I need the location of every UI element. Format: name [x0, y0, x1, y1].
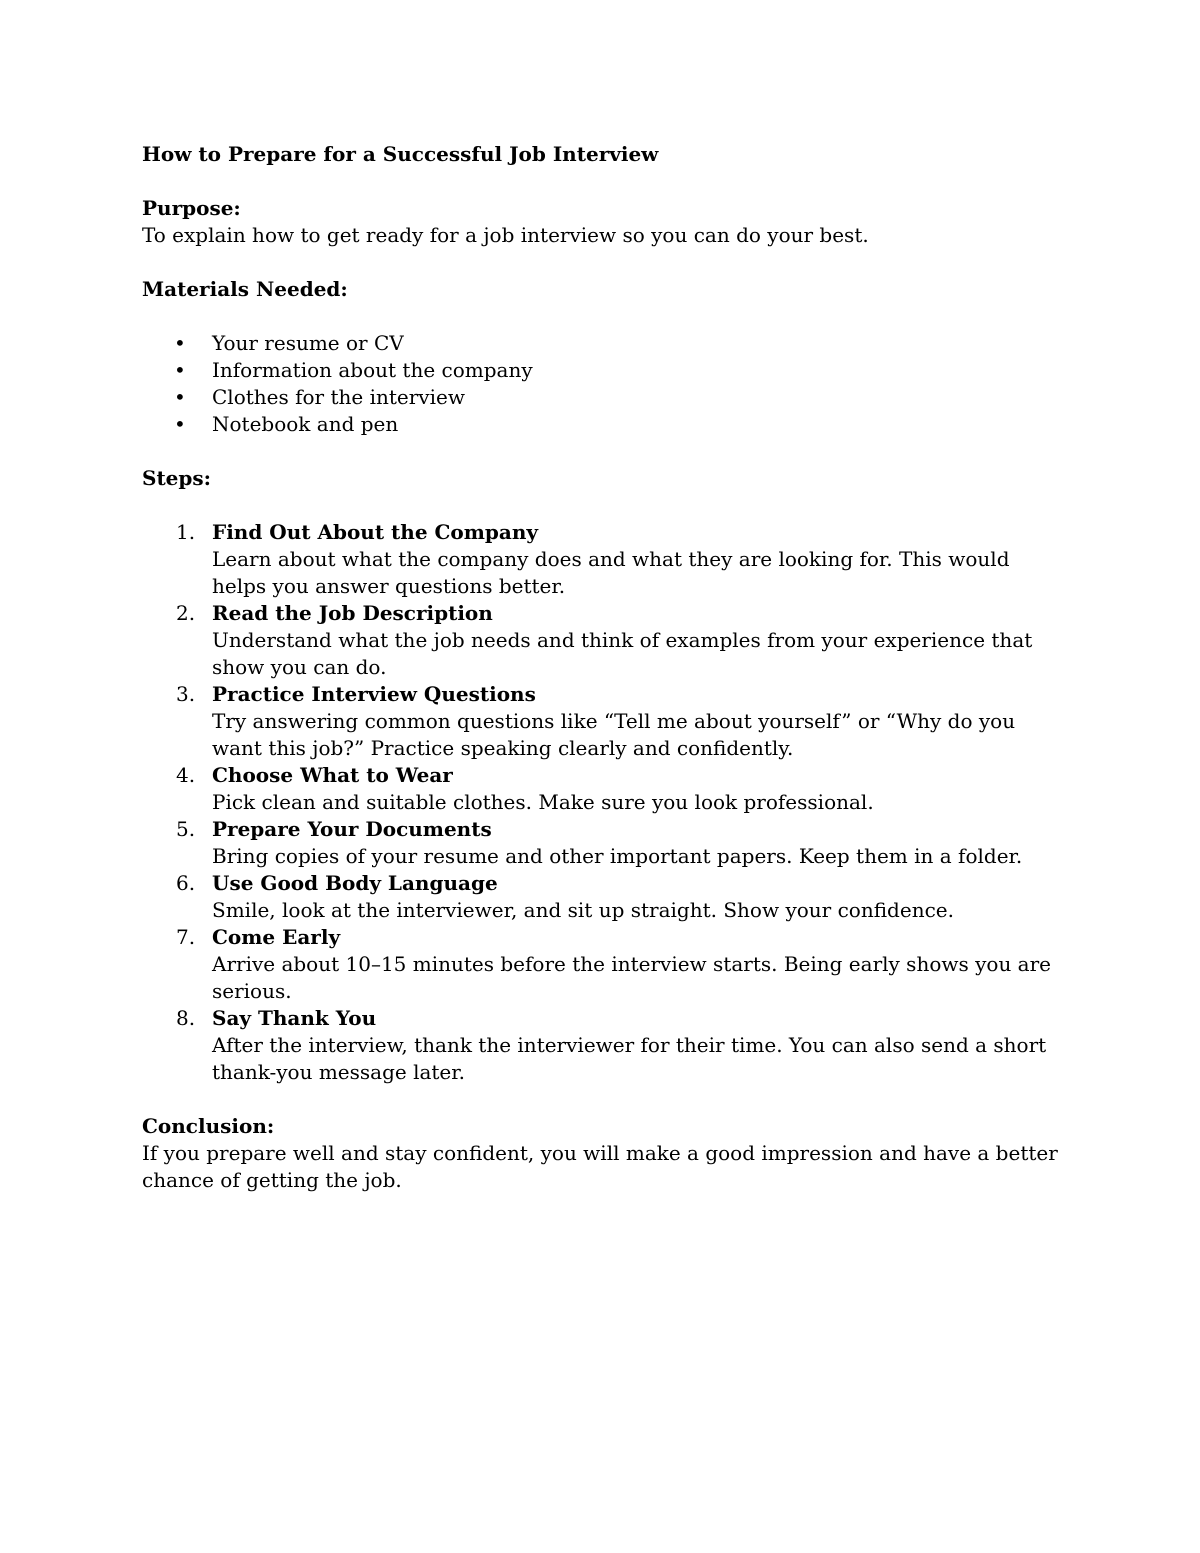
step-title: Choose What to Wear	[212, 763, 453, 787]
step-number: 1.	[176, 520, 196, 544]
document-page	[142, 141, 1062, 1194]
step-title: Say Thank You	[212, 1006, 377, 1030]
materials-list	[142, 330, 1062, 438]
bullet-icon: •	[174, 385, 186, 409]
step-description: Bring copies of your resume and other important papers. Keep them in a folder.	[212, 844, 1023, 868]
conclusion-heading: Conclusion:	[142, 1114, 275, 1138]
step-item	[142, 870, 1062, 924]
step-title: Read the Job Description	[212, 601, 493, 625]
step-description: Pick clean and suitable clothes. Make sure you look professional.	[212, 790, 874, 814]
materials-item	[142, 384, 1062, 411]
steps-list	[142, 519, 1062, 1086]
steps-heading: Steps:	[142, 466, 212, 490]
step-item	[142, 816, 1062, 870]
step-number: 6.	[176, 871, 196, 895]
step-title: Come Early	[212, 925, 341, 949]
step-description: Learn about what the company does and what they are looking for. This would helps you answer questions better.	[212, 547, 1010, 598]
step-number: 5.	[176, 817, 196, 841]
step-title: Prepare Your Documents	[212, 817, 492, 841]
step-item	[142, 1005, 1062, 1086]
step-item	[142, 681, 1062, 762]
materials-item-text: Notebook and pen	[212, 412, 399, 436]
materials-item-text: Your resume or CV	[212, 331, 404, 355]
step-title: Practice Interview Questions	[212, 682, 536, 706]
purpose-heading: Purpose:	[142, 196, 241, 220]
materials-item	[142, 330, 1062, 357]
materials-item-text: Clothes for the interview	[212, 385, 465, 409]
step-number: 2.	[176, 601, 196, 625]
step-description: Understand what the job needs and think of examples from your experience that show you can do.	[212, 628, 1033, 679]
step-title: Find Out About the Company	[212, 520, 539, 544]
document-title: How to Prepare for a Successful Job Interview	[142, 142, 659, 166]
step-description: Try answering common questions like “Tell me about yourself” or “Why do you want this job?” Practice speaking clearly and confidently.	[212, 709, 1016, 760]
bullet-icon: •	[174, 358, 186, 382]
purpose-text: To explain how to get ready for a job interview so you can do your best.	[142, 223, 869, 247]
step-description: After the interview, thank the interviewer for their time. You can also send a short thank-you message later.	[212, 1033, 1047, 1084]
materials-item	[142, 357, 1062, 384]
bullet-icon: •	[174, 331, 186, 355]
step-number: 3.	[176, 682, 196, 706]
step-item	[142, 519, 1062, 600]
step-number: 7.	[176, 925, 196, 949]
step-title: Use Good Body Language	[212, 871, 498, 895]
materials-item	[142, 411, 1062, 438]
bullet-icon: •	[174, 412, 186, 436]
materials-heading: Materials Needed:	[142, 277, 348, 301]
materials-item-text: Information about the company	[212, 358, 533, 382]
step-item	[142, 762, 1062, 816]
step-item	[142, 924, 1062, 1005]
step-description: Arrive about 10–15 minutes before the interview starts. Being early shows you are serious.	[212, 952, 1052, 1003]
step-description: Smile, look at the interviewer, and sit up straight. Show your confidence.	[212, 898, 954, 922]
conclusion-text: If you prepare well and stay confident, you will make a good impression and have a better chance of getting the job.	[142, 1141, 1058, 1192]
step-number: 4.	[176, 763, 196, 787]
step-number: 8.	[176, 1006, 196, 1030]
step-item	[142, 600, 1062, 681]
